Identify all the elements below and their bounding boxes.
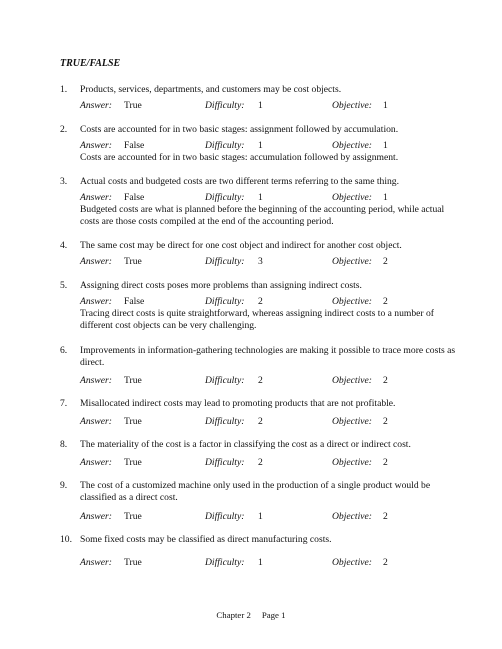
difficulty-label: Difficulty:	[205, 511, 245, 522]
difficulty-label: Difficulty:	[205, 375, 245, 386]
objective-value: 2	[383, 511, 388, 522]
answer-value: True	[124, 375, 142, 386]
objective-label: Objective:	[332, 511, 372, 522]
answer-value: True	[124, 511, 142, 522]
objective-label: Objective:	[332, 416, 372, 427]
difficulty-label: Difficulty:	[205, 416, 245, 427]
question-number: 3.	[60, 176, 68, 187]
question-number: 10.	[60, 534, 72, 545]
page-footer: Chapter 2 Page 1	[216, 610, 286, 620]
answer-label: Answer:	[80, 375, 112, 386]
objective-value: 2	[383, 375, 388, 386]
objective-label: Objective:	[332, 375, 372, 386]
difficulty-label: Difficulty:	[205, 296, 245, 307]
question-number: 4.	[60, 240, 68, 251]
difficulty-value: 3	[258, 256, 263, 267]
difficulty-value: 1	[258, 511, 263, 522]
answer-row	[80, 511, 460, 523]
question-number: 1.	[60, 84, 68, 95]
answer-row	[80, 296, 460, 308]
answer-row	[80, 256, 460, 268]
objective-label: Objective:	[332, 256, 372, 267]
question-text: Assigning direct costs poses more problems than assigning indirect costs.	[80, 280, 362, 291]
difficulty-label: Difficulty:	[205, 457, 245, 468]
answer-value: True	[124, 557, 142, 568]
difficulty-value: 2	[258, 416, 263, 427]
difficulty-value: 2	[258, 457, 263, 468]
difficulty-value: 1	[258, 140, 263, 151]
question-text: Actual costs and budgeted costs are two different terms referring to the same thing.	[80, 176, 399, 187]
difficulty-label: Difficulty:	[205, 256, 245, 267]
objective-value: 1	[383, 100, 388, 111]
question-number: 2.	[60, 124, 68, 135]
answer-value: True	[124, 100, 142, 111]
section-title: TRUE/FALSE	[60, 58, 121, 69]
answer-label: Answer:	[80, 100, 112, 111]
answer-label: Answer:	[80, 256, 112, 267]
answer-row	[80, 375, 460, 387]
answer-row	[80, 192, 460, 204]
objective-value: 2	[383, 457, 388, 468]
objective-label: Objective:	[332, 100, 372, 111]
difficulty-label: Difficulty:	[205, 100, 245, 111]
objective-label: Objective:	[332, 296, 372, 307]
difficulty-value: 2	[258, 296, 263, 307]
difficulty-value: 1	[258, 557, 263, 568]
question-number: 5.	[60, 280, 68, 291]
difficulty-value: 1	[258, 192, 263, 203]
question-number: 7.	[60, 398, 68, 409]
question-text: The cost of a customized machine only used in the production of a single product would be classified as a direct cost.	[80, 480, 431, 503]
answer-row	[80, 457, 460, 469]
answer-label: Answer:	[80, 511, 112, 522]
question-text: Some fixed costs may be classified as direct manufacturing costs.	[80, 534, 332, 545]
question-text: Improvements in information-gathering technologies are making it possible to trace more costs as direct.	[80, 345, 456, 368]
answer-value: True	[124, 457, 142, 468]
answer-row	[80, 557, 460, 569]
objective-label: Objective:	[332, 140, 372, 151]
objective-label: Objective:	[332, 557, 372, 568]
objective-label: Objective:	[332, 192, 372, 203]
answer-label: Answer:	[80, 192, 112, 203]
answer-value: False	[124, 192, 145, 203]
difficulty-label: Difficulty:	[205, 140, 245, 151]
question-number: 6.	[60, 345, 68, 356]
explanation-text: Tracing direct costs is quite straightforward, whereas assigning indirect costs to a number of different cost objects can be very challenging.	[80, 308, 434, 331]
question-number: 9.	[60, 480, 68, 491]
difficulty-value: 2	[258, 375, 263, 386]
objective-value: 1	[383, 140, 388, 151]
difficulty-value: 1	[258, 100, 263, 111]
answer-label: Answer:	[80, 416, 112, 427]
answer-value: False	[124, 296, 145, 307]
answer-label: Answer:	[80, 457, 112, 468]
difficulty-label: Difficulty:	[205, 192, 245, 203]
question-text: Products, services, departments, and customers may be cost objects.	[80, 84, 342, 95]
question-text: The materiality of the cost is a factor in classifying the cost as a direct or indirect cost.	[80, 439, 411, 450]
objective-value: 2	[383, 416, 388, 427]
answer-value: False	[124, 140, 145, 151]
answer-row	[80, 416, 460, 428]
answer-label: Answer:	[80, 557, 112, 568]
answer-label: Answer:	[80, 140, 112, 151]
question-text: The same cost may be direct for one cost object and indirect for another cost object.	[80, 240, 402, 251]
explanation-text: Budgeted costs are what is planned before the beginning of the accounting period, while actual costs are those costs compiled at the end of the accounting period.	[80, 204, 445, 227]
objective-value: 1	[383, 192, 388, 203]
explanation-text: Costs are accounted for in two basic stages: accumulation followed by assignment.	[80, 152, 399, 163]
objective-label: Objective:	[332, 457, 372, 468]
answer-label: Answer:	[80, 296, 112, 307]
answer-value: True	[124, 256, 142, 267]
answer-row	[80, 140, 460, 152]
answer-row	[80, 100, 460, 112]
objective-value: 2	[383, 256, 388, 267]
question-text: Misallocated indirect costs may lead to promoting products that are not profitable.	[80, 398, 396, 409]
objective-value: 2	[383, 557, 388, 568]
answer-value: True	[124, 416, 142, 427]
question-number: 8.	[60, 439, 68, 450]
objective-value: 2	[383, 296, 388, 307]
difficulty-label: Difficulty:	[205, 557, 245, 568]
question-text: Costs are accounted for in two basic stages: assignment followed by accumulation.	[80, 124, 399, 135]
